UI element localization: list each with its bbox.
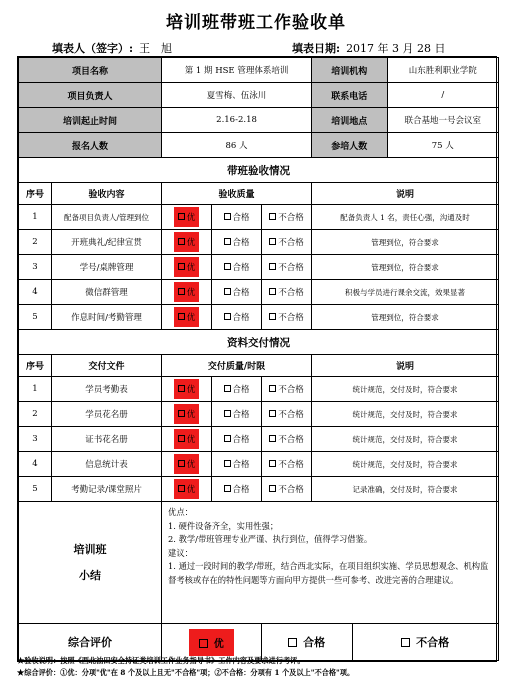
- header-no: 序号: [19, 183, 52, 205]
- acceptance-row-note: 管理到位，符合要求: [312, 305, 499, 330]
- filler-value: 王 旭: [139, 42, 173, 55]
- option-text: 不合格: [278, 288, 304, 298]
- checkbox-icon[interactable]: [224, 313, 231, 320]
- enrolled-value: 86 人: [162, 133, 312, 158]
- overall-label: 综合评价: [19, 624, 162, 661]
- acceptance-option-excellent[interactable]: [162, 205, 212, 230]
- attended-label: 参培人数: [312, 133, 387, 157]
- delivery-row-item: 考勤记录/课堂照片: [52, 477, 162, 502]
- fill-date-line: [292, 40, 446, 56]
- acceptance-rows: [19, 205, 499, 330]
- acceptance-row-no: 1: [19, 205, 52, 230]
- delivery-option-fail[interactable]: [262, 477, 312, 502]
- acceptance-row-no: 2: [19, 230, 52, 255]
- option-text: 优: [186, 263, 196, 273]
- checkbox-icon[interactable]: [269, 263, 276, 270]
- fill-date-value: 2017 年 3 月 28 日: [346, 42, 446, 55]
- training-org-cell: [312, 58, 499, 83]
- selected-flag: [174, 257, 200, 277]
- option-text: 优: [186, 313, 196, 323]
- summary-line: 1. 硬件设备齐全，实用性强；: [168, 520, 279, 531]
- checkbox-icon[interactable]: [224, 485, 231, 492]
- option-text: 合格: [299, 636, 326, 649]
- acceptance-option-pass[interactable]: [212, 280, 262, 305]
- delivery-row-no: 3: [19, 427, 52, 452]
- delivery-option-pass[interactable]: [212, 427, 262, 452]
- acceptance-option-pass[interactable]: [212, 255, 262, 280]
- option-label: [269, 485, 304, 495]
- location-cell: [312, 108, 499, 133]
- delivery-row: [19, 402, 499, 427]
- acceptance-row: [19, 205, 499, 230]
- checkbox-icon[interactable]: [269, 460, 276, 467]
- delivery-row-item: 证书花名册: [52, 427, 162, 452]
- option-text: 合格: [232, 385, 250, 395]
- footnote-1: ★验收说明：按照《西北油田安全持证类培训工作业务指导书》工作内容及要求进行考评。: [17, 656, 305, 665]
- option-text: 优: [186, 435, 196, 445]
- option-label: [224, 435, 250, 445]
- summary-label-line-1: 培训班: [73, 542, 107, 556]
- option-text: 不合格: [278, 485, 304, 495]
- delivery-row-item: 学员考勤表: [52, 377, 162, 402]
- delivery-option-fail[interactable]: [262, 427, 312, 452]
- acceptance-row: [19, 305, 499, 330]
- delivery-option-excellent[interactable]: [162, 402, 212, 427]
- info-row-1: [19, 58, 499, 83]
- attended-cell: [312, 133, 499, 158]
- option-label: [224, 263, 250, 273]
- acceptance-header-row: [19, 183, 499, 205]
- option-text: 不合格: [278, 435, 304, 445]
- project-lead-label: 项目负责人: [19, 83, 162, 108]
- info-row-3: [19, 108, 499, 133]
- option-label: [224, 238, 250, 248]
- delivery-row: [19, 452, 499, 477]
- checkbox-icon[interactable]: [269, 410, 276, 417]
- delivery-option-excellent[interactable]: [162, 477, 212, 502]
- option-label: [224, 313, 250, 323]
- option-label: [224, 460, 250, 470]
- checkbox-icon[interactable]: [178, 288, 185, 295]
- option-text: 不合格: [278, 410, 304, 420]
- training-org-value: 山东胜利职业学院: [408, 66, 477, 76]
- checkbox-icon[interactable]: [178, 313, 185, 320]
- option-label: [224, 485, 250, 495]
- checkbox-icon[interactable]: [269, 213, 276, 220]
- checkbox-icon[interactable]: [199, 639, 208, 648]
- delivery-row-no: 2: [19, 402, 52, 427]
- contact-phone-cell: [312, 83, 499, 108]
- selected-flag: [189, 629, 233, 656]
- delivery-option-pass[interactable]: [212, 377, 262, 402]
- delivery-row-note: 统计规范，交付及时，符合要求: [312, 377, 499, 402]
- checkbox-icon[interactable]: [178, 410, 185, 417]
- selected-flag: [174, 232, 200, 252]
- checkbox-icon[interactable]: [178, 238, 185, 245]
- option-label: [269, 460, 304, 470]
- header-quality: 验收质量: [162, 183, 312, 205]
- checkbox-icon[interactable]: [269, 485, 276, 492]
- location-label: 培训地点: [312, 108, 387, 132]
- delivery-option-excellent[interactable]: [162, 452, 212, 477]
- delivery-row-no: 1: [19, 377, 52, 402]
- acceptance-row-note: 积极与学员进行课余交流，效果显著: [312, 280, 499, 305]
- acceptance-form: [17, 56, 497, 662]
- footnotes: [17, 655, 507, 679]
- summary-line: 建议：: [168, 547, 193, 558]
- option-text: 优: [186, 288, 196, 298]
- checkbox-icon[interactable]: [178, 460, 185, 467]
- selected-flag: [174, 379, 200, 399]
- selected-flag: [174, 404, 200, 424]
- acceptance-option-excellent[interactable]: [162, 255, 212, 280]
- filler-label: 填表人（签字）:: [52, 42, 134, 55]
- checkbox-icon[interactable]: [269, 238, 276, 245]
- acceptance-option-excellent[interactable]: [162, 230, 212, 255]
- option-text: 合格: [232, 263, 250, 273]
- checkbox-icon[interactable]: [269, 385, 276, 392]
- option-label: [401, 636, 449, 649]
- acceptance-row-item: 配备项目负责人/管理到位: [52, 205, 162, 230]
- acceptance-option-excellent[interactable]: [162, 280, 212, 305]
- option-text: 不合格: [278, 213, 304, 223]
- summary-row: [19, 502, 499, 624]
- delivery-header-note: 说明: [312, 355, 499, 377]
- checkbox-icon[interactable]: [178, 385, 185, 392]
- selected-flag: [174, 207, 200, 227]
- delivery-row-no: 5: [19, 477, 52, 502]
- option-label: [269, 385, 304, 395]
- checkbox-icon[interactable]: [178, 485, 185, 492]
- option-text: 合格: [232, 313, 250, 323]
- selected-flag: [174, 429, 200, 449]
- option-text: 合格: [232, 460, 250, 470]
- checkbox-icon[interactable]: [224, 238, 231, 245]
- contact-phone-value: /: [441, 90, 445, 100]
- period-label: 培训起止时间: [19, 108, 162, 133]
- delivery-row-note: 统计规范，交付及时，符合要求: [312, 402, 499, 427]
- checkbox-icon[interactable]: [224, 460, 231, 467]
- summary-text: [162, 502, 499, 624]
- option-text: 优: [186, 485, 196, 495]
- selected-flag: [174, 454, 200, 474]
- option-text: 优: [186, 238, 196, 248]
- acceptance-row-item: 开班典礼/纪律宣贯: [52, 230, 162, 255]
- header-content: 验收内容: [52, 183, 162, 205]
- option-label: [269, 313, 304, 323]
- delivery-header-row: [19, 355, 499, 377]
- option-label: [269, 238, 304, 248]
- option-text: 合格: [232, 410, 250, 420]
- checkbox-icon[interactable]: [224, 435, 231, 442]
- checkbox-icon[interactable]: [178, 213, 185, 220]
- option-text: 合格: [232, 238, 250, 248]
- acceptance-option-fail[interactable]: [262, 255, 312, 280]
- summary-label: [19, 502, 162, 624]
- delivery-header-no: 序号: [19, 355, 52, 377]
- delivery-section-title-row: [19, 330, 499, 355]
- acceptance-row: [19, 280, 499, 305]
- checkbox-icon[interactable]: [269, 435, 276, 442]
- checkbox-icon[interactable]: [224, 385, 231, 392]
- acceptance-row-item: 学号/桌牌管理: [52, 255, 162, 280]
- option-text: 不合格: [412, 636, 450, 649]
- delivery-row: [19, 377, 499, 402]
- option-text: 合格: [232, 485, 250, 495]
- delivery-row-item: 信息统计表: [52, 452, 162, 477]
- delivery-row-no: 4: [19, 452, 52, 477]
- acceptance-option-pass[interactable]: [212, 305, 262, 330]
- attended-value: 75 人: [431, 141, 454, 151]
- project-lead-value: 夏雪梅、伍泳川: [162, 83, 312, 108]
- acceptance-row: [19, 255, 499, 280]
- option-text: 优: [186, 410, 196, 420]
- location-value: 联合基地一号会议室: [404, 116, 482, 126]
- checkbox-icon[interactable]: [178, 263, 185, 270]
- checkbox-icon[interactable]: [224, 263, 231, 270]
- acceptance-section-title-row: [19, 158, 499, 183]
- acceptance-row-no: 4: [19, 280, 52, 305]
- header-note: 说明: [312, 183, 499, 205]
- option-label: [288, 636, 325, 649]
- option-label: [269, 288, 304, 298]
- acceptance-row-note: 配备负责人 1 名，责任心强，沟通及时: [312, 205, 499, 230]
- enrolled-label: 报名人数: [19, 133, 162, 158]
- delivery-row-note: 统计规范，交付及时，符合要求: [312, 427, 499, 452]
- delivery-row: [19, 427, 499, 452]
- acceptance-row-note: 管理到位，符合要求: [312, 230, 499, 255]
- checkbox-icon[interactable]: [288, 638, 297, 647]
- option-text: 优: [186, 213, 196, 223]
- delivery-option-fail[interactable]: [262, 402, 312, 427]
- option-label: [269, 410, 304, 420]
- option-label: [224, 385, 250, 395]
- option-text: 合格: [232, 435, 250, 445]
- selected-flag: [174, 479, 200, 499]
- acceptance-row-no: 5: [19, 305, 52, 330]
- acceptance-section-title: 带班验收情况: [19, 158, 499, 183]
- acceptance-row-no: 3: [19, 255, 52, 280]
- option-text: 优: [186, 385, 196, 395]
- acceptance-row-item: 作息时间/考勤管理: [52, 305, 162, 330]
- acceptance-option-fail[interactable]: [262, 305, 312, 330]
- option-label: [224, 288, 250, 298]
- acceptance-row: [19, 230, 499, 255]
- option-text: 不合格: [278, 238, 304, 248]
- summary-label-line-2: 小结: [79, 568, 101, 582]
- delivery-option-excellent[interactable]: [162, 427, 212, 452]
- checkbox-icon[interactable]: [178, 435, 185, 442]
- delivery-header-quality: 交付质量/时限: [162, 355, 312, 377]
- delivery-option-excellent[interactable]: [162, 377, 212, 402]
- delivery-option-fail[interactable]: [262, 377, 312, 402]
- training-org-label: 培训机构: [312, 58, 387, 82]
- acceptance-option-pass[interactable]: [212, 230, 262, 255]
- acceptance-option-pass[interactable]: [212, 205, 262, 230]
- info-row-2: [19, 83, 499, 108]
- acceptance-option-fail[interactable]: [262, 280, 312, 305]
- document-title: 培训班带班工作验收单: [166, 13, 346, 33]
- option-label: [269, 435, 304, 445]
- option-text: 不合格: [278, 263, 304, 273]
- selected-flag: [174, 282, 200, 302]
- delivery-rows: [19, 377, 499, 502]
- option-text: 不合格: [278, 313, 304, 323]
- option-text: 合格: [232, 288, 250, 298]
- delivery-row-note: 记录准确，交付及时，符合要求: [312, 477, 499, 502]
- option-text: 不合格: [278, 385, 304, 395]
- delivery-header-file: 交付文件: [52, 355, 162, 377]
- acceptance-option-excellent[interactable]: [162, 305, 212, 330]
- project-name-value: 第 1 期 HSE 管理体系培训: [162, 58, 312, 83]
- info-row-4: [19, 133, 499, 158]
- footnote-2: ★综合评价：①优：分项"优"在 8 个及以上且无"不合格"项；②不合格：分项有 1 个及以上"不合格"项。: [17, 668, 355, 677]
- acceptance-option-fail[interactable]: [262, 205, 312, 230]
- summary-line: 1. 通过一段时间的教学/带班，结合西北实际，在项目组织实施、学员思想观念、机构监督考核或存在的特性问题等方面向甲方提供一些可参考、改进完善的合理建议。: [168, 561, 489, 585]
- selected-flag: [174, 307, 200, 327]
- delivery-option-pass[interactable]: [212, 477, 262, 502]
- delivery-option-pass[interactable]: [212, 402, 262, 427]
- delivery-section-title: 资料交付情况: [19, 330, 499, 355]
- delivery-row: [19, 477, 499, 502]
- contact-phone-label: 联系电话: [312, 83, 387, 107]
- delivery-option-pass[interactable]: [212, 452, 262, 477]
- acceptance-row-note: 管理到位，符合要求: [312, 255, 499, 280]
- option-label: [224, 410, 250, 420]
- option-label: [269, 213, 304, 223]
- delivery-option-fail[interactable]: [262, 452, 312, 477]
- option-text: 合格: [232, 213, 250, 223]
- delivery-row-item: 学员花名册: [52, 402, 162, 427]
- checkbox-icon[interactable]: [401, 638, 410, 647]
- acceptance-row-item: 微信群管理: [52, 280, 162, 305]
- option-text: 不合格: [278, 460, 304, 470]
- acceptance-option-fail[interactable]: [262, 230, 312, 255]
- checkbox-icon[interactable]: [224, 410, 231, 417]
- summary-line: 2. 教学/带班管理专业严谨、执行到位，值得学习借鉴。: [168, 534, 373, 544]
- period-value: 2.16-2.18: [162, 108, 312, 133]
- summary-line: 优点：: [168, 507, 193, 517]
- fill-date-label: 填表日期:: [292, 42, 341, 55]
- checkbox-icon[interactable]: [224, 288, 231, 295]
- checkbox-icon[interactable]: [224, 213, 231, 220]
- option-label: [224, 213, 250, 223]
- filler-line: [52, 40, 172, 56]
- option-text: 优: [186, 460, 196, 470]
- delivery-row-note: 统计规范，交付及时，符合要求: [312, 452, 499, 477]
- option-label: [269, 263, 304, 273]
- project-name-label: 项目名称: [19, 58, 162, 83]
- option-text: 优: [210, 638, 224, 650]
- checkbox-icon[interactable]: [269, 313, 276, 320]
- checkbox-icon[interactable]: [269, 288, 276, 295]
